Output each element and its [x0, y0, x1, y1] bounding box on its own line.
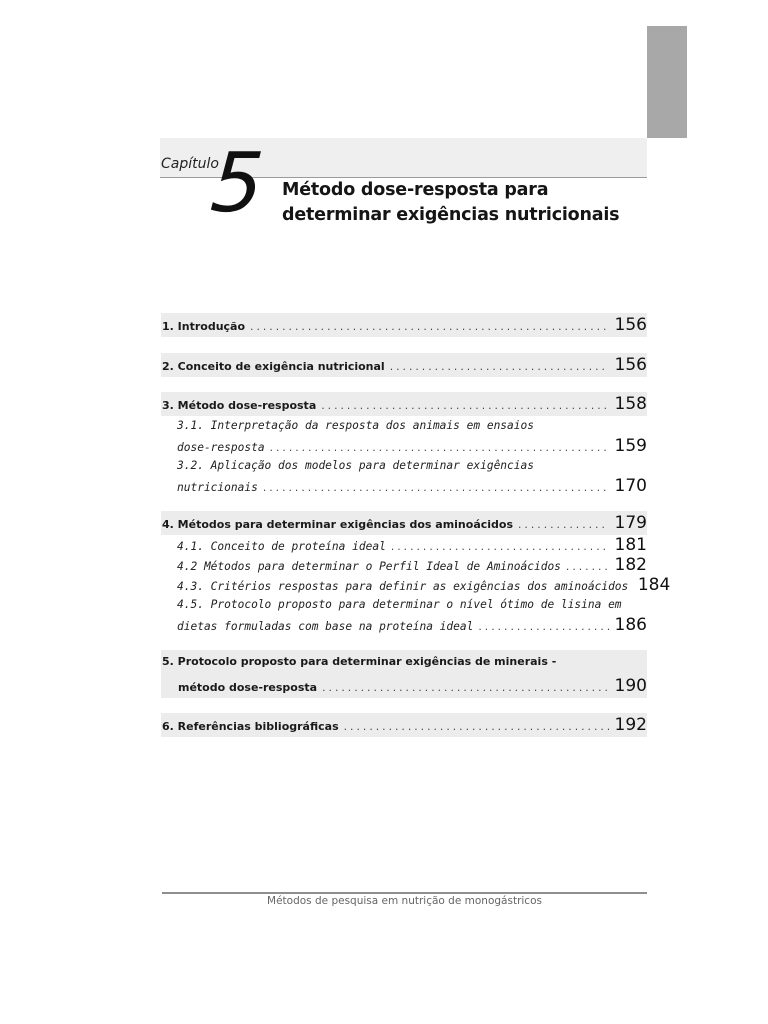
toc-subentry[interactable]: [161, 555, 647, 575]
toc-leader: [565, 558, 609, 578]
chapter-edge-tab: [647, 26, 687, 138]
toc-subentry-label: 4.2 Métodos para determinar o Perfil Ideal de Aminoácidos: [177, 560, 561, 573]
toc-subentry[interactable]: [161, 575, 671, 595]
toc-entry[interactable]: [161, 511, 647, 535]
toc-entry[interactable]: [161, 392, 647, 416]
table-of-contents: [161, 313, 671, 752]
toc-page-number: 184: [637, 575, 671, 595]
toc-entry-label: 3. Método dose-resposta: [162, 399, 317, 412]
toc-subentry-label: 4.1. Conceito de proteína ideal: [177, 540, 386, 553]
toc-entry[interactable]: [161, 313, 647, 337]
toc-subentry-label: dose-resposta: [177, 441, 265, 454]
toc-entry-label: 4. Métodos para determinar exigências dos aminoácidos: [162, 518, 514, 531]
toc-entry[interactable]: [161, 674, 647, 698]
toc-entry-label: 6. Referências bibliográficas: [162, 720, 339, 733]
chapter-header: [160, 138, 647, 238]
toc-page-number: 182: [614, 555, 647, 575]
toc-subentry[interactable]: [161, 416, 647, 436]
toc-subentry[interactable]: [161, 476, 647, 496]
toc-page-number: 158: [614, 394, 647, 414]
chapter-title-line-2: determinar exigências nutricionais: [282, 205, 620, 225]
toc-subentry-label: 3.2. Aplicação dos modelos para determinar exigências: [177, 459, 534, 472]
toc-page-number: 170: [614, 476, 647, 496]
toc-leader: [390, 538, 609, 558]
toc-page-number: 190: [614, 676, 647, 696]
toc-subentry[interactable]: [161, 615, 647, 635]
toc-leader: [262, 479, 609, 499]
toc-subentry[interactable]: [161, 535, 647, 555]
toc-subentry-label: 4.3. Critérios respostas para definir as exigências dos aminoácidos: [177, 580, 629, 593]
toc-leader: [477, 618, 609, 638]
toc-leader: [249, 316, 609, 340]
toc-subentry-label: nutricionais: [177, 481, 258, 494]
toc-page-number: 156: [614, 355, 647, 375]
toc-entry-label: 1. Introdução: [162, 320, 246, 333]
footer-rule: [162, 892, 647, 894]
toc-leader: [321, 677, 609, 701]
toc-entry-label: método dose-resposta: [178, 681, 318, 694]
chapter-title-line-1: Método dose-resposta para: [282, 180, 549, 200]
toc-section-6: [161, 713, 647, 737]
toc-subentry-label: 3.1. Interpretação da resposta dos animais em ensaios: [177, 419, 534, 432]
toc-entry-label: 2. Conceito de exigência nutricional: [162, 360, 385, 373]
footer-text: Métodos de pesquisa em nutrição de monogástricos: [267, 895, 542, 907]
toc-page-number: 159: [614, 436, 647, 456]
chapter-number: 5: [207, 136, 267, 231]
toc-entry[interactable]: [161, 353, 647, 377]
toc-entry[interactable]: [161, 650, 647, 674]
toc-section-2: [161, 353, 647, 377]
toc-page-number: 192: [614, 715, 647, 735]
toc-subentry-label: dietas formuladas com base na proteína ideal: [177, 620, 474, 633]
toc-entry[interactable]: [161, 713, 647, 737]
toc-subentry[interactable]: [161, 456, 647, 476]
toc-page-number: 179: [614, 513, 647, 533]
toc-subentry[interactable]: [161, 595, 647, 615]
chapter-label: Capítulo: [161, 156, 219, 172]
toc-entry-label: 5. Protocolo proposto para determinar exigências de minerais -: [162, 655, 557, 668]
toc-section-4: [161, 511, 671, 635]
toc-leader: [389, 356, 609, 380]
toc-subentry-label: 4.5. Protocolo proposto para determinar o nível ótimo de lisina em: [177, 598, 622, 611]
toc-leader: [517, 514, 609, 538]
toc-section-3: [161, 392, 647, 496]
chapter-title: [282, 178, 652, 228]
toc-section-5: [161, 650, 647, 698]
toc-page-number: 181: [614, 535, 647, 555]
toc-section-1: [161, 313, 647, 337]
toc-subentry[interactable]: [161, 436, 647, 456]
toc-page-number: 186: [614, 615, 647, 635]
toc-leader: [343, 716, 609, 740]
toc-page-number: 156: [614, 315, 647, 335]
